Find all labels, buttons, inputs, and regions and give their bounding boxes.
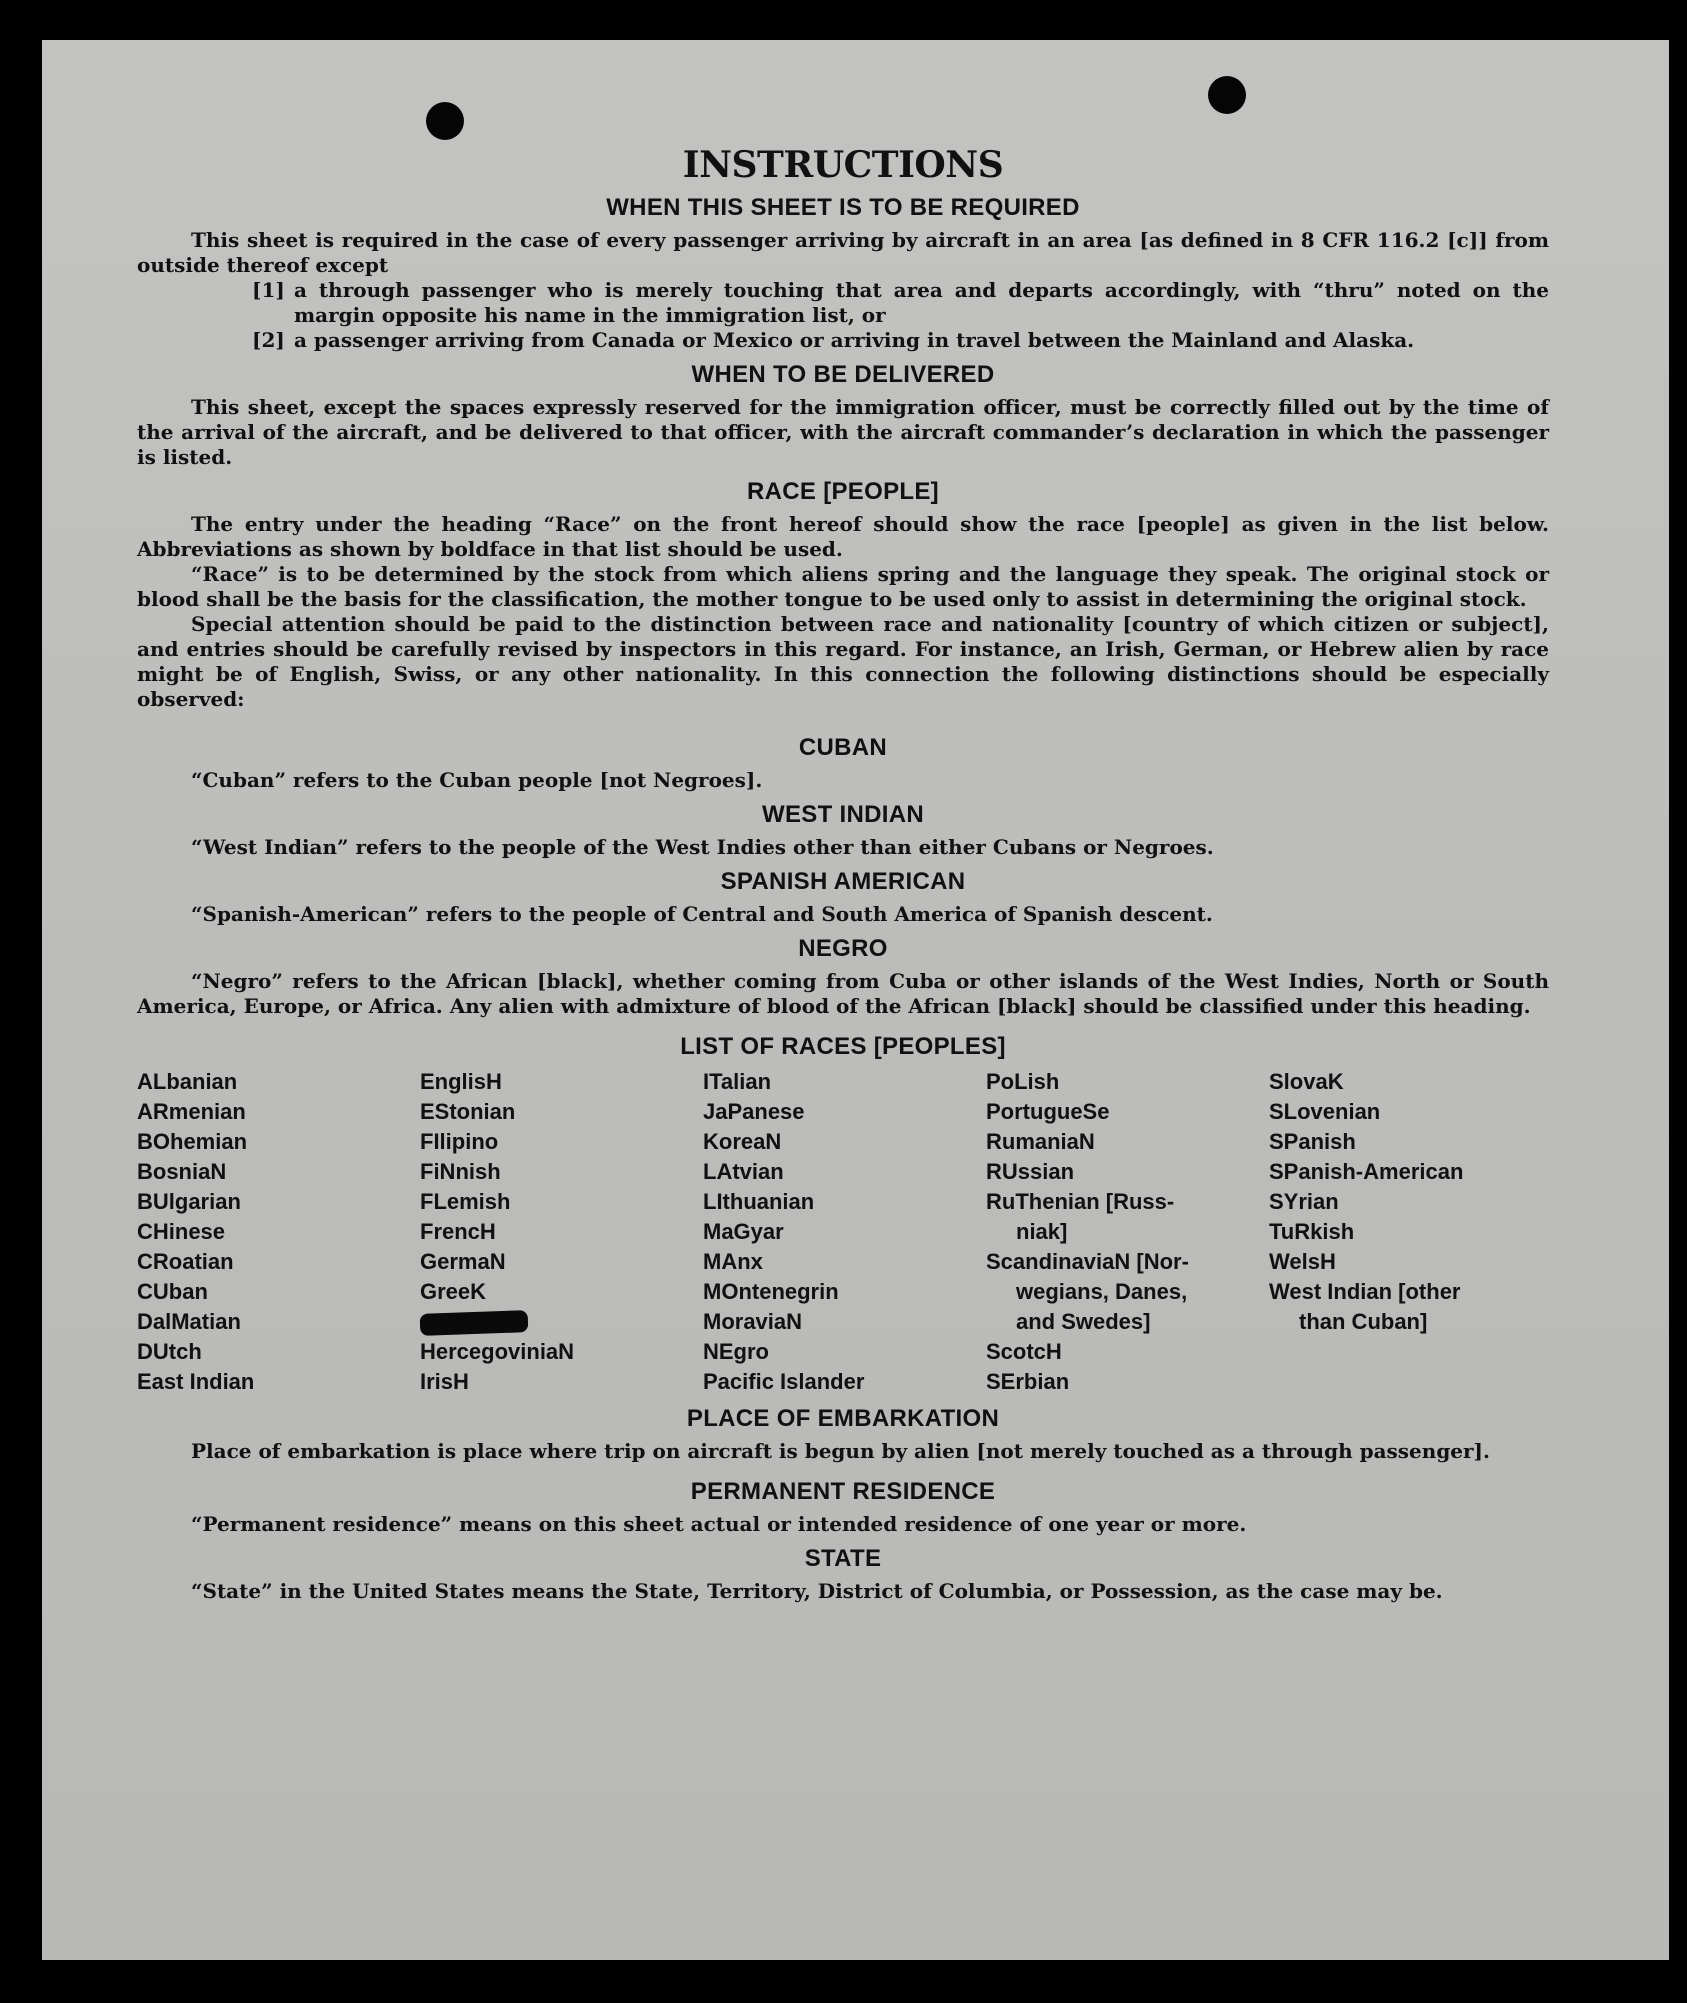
race-entry-continued: wegians, Danes, [1016, 1279, 1188, 1304]
race-entry: FIlipino [420, 1129, 499, 1154]
race-list [137, 1067, 1549, 1397]
punch-hole-left [426, 102, 464, 140]
race-entry: NEgro [703, 1339, 769, 1364]
redaction-mark [420, 1310, 529, 1336]
heading-when-delivered: WHEN TO BE DELIVERED [691, 361, 995, 388]
punch-hole-right [1208, 76, 1246, 114]
race-entry: West Indian [other [1269, 1279, 1461, 1304]
race-entry: KoreaN [703, 1129, 782, 1154]
race-entry: GermaN [420, 1249, 506, 1274]
exception-text: a passenger arriving from Canada or Mexico or arriving in travel between the Mainland and Alaska. [294, 328, 1415, 352]
race-entry-redacted [420, 1307, 703, 1337]
exception-text: a through passenger who is merely touching that area and departs accordingly, with “thru” noted on the margin opposite his name in the immigration list, or [294, 278, 1549, 327]
race-entry: MAnx [703, 1249, 763, 1274]
west-indian-text: “West Indian” refers to the people of the West Indies other than either Cubans or Negroes. [191, 835, 1214, 859]
race-column-3 [703, 1067, 986, 1397]
race-entry: FrencH [420, 1219, 496, 1244]
heading-when-required: WHEN THIS SHEET IS TO BE REQUIRED [606, 194, 1080, 221]
race-entry: MoraviaN [703, 1309, 803, 1334]
page-title: INSTRUCTIONS [682, 144, 1004, 186]
race-entry: JaPanese [703, 1099, 805, 1124]
document-sheet [42, 40, 1669, 1960]
race-entry: CHinese [137, 1219, 226, 1244]
race-entry: GreeK [420, 1279, 487, 1304]
race-entry: East Indian [137, 1369, 255, 1394]
race-entry: ScandinaviaN [Nor- [986, 1249, 1189, 1274]
race-column-1 [137, 1067, 420, 1397]
race-entry: SlovaK [1269, 1069, 1344, 1094]
exception-number: [1] [252, 278, 285, 302]
negro-text: “Negro” refers to the African [black], whether coming from Cuba or other islands of the West Indies, North or South America, Europe, or Africa. Any alien with admixture of blood of the African [black] should be classified under this heading. [137, 969, 1549, 1018]
race-entry: MOntenegrin [703, 1279, 839, 1304]
race-entry: HercegoviniaN [420, 1339, 575, 1364]
heading-permanent-residence: PERMANENT RESIDENCE [690, 1478, 996, 1505]
exception-item-2 [252, 328, 1549, 353]
state-text: “State” in the United States means the State, Territory, District of Columbia, or Possession, as the case may be. [191, 1579, 1443, 1603]
race-entry: PoLish [986, 1069, 1060, 1094]
race-entry: LIthuanian [703, 1189, 815, 1214]
race-entry: BOhemian [137, 1129, 248, 1154]
race-entry: IrisH [420, 1369, 469, 1394]
exception-number: [2] [252, 328, 285, 352]
exception-item-1 [252, 278, 1549, 328]
race-entry: RUssian [986, 1159, 1075, 1184]
place-of-embarkation-text: Place of embarkation is place where trip on aircraft is begun by alien [not merely touched as a through passenger]. [191, 1439, 1490, 1463]
permanent-residence-text: “Permanent residence” means on this sheet actual or intended residence of one year or more. [191, 1512, 1247, 1536]
race-entry: EnglisH [420, 1069, 502, 1094]
spanish-american-text: “Spanish-American” refers to the people of Central and South America of Spanish descent. [191, 902, 1213, 926]
race-column-4 [986, 1067, 1269, 1397]
instructions-content [137, 144, 1549, 1604]
cuban-text: “Cuban” refers to the Cuban people [not Negroes]. [191, 768, 763, 792]
race-column-2 [420, 1067, 703, 1397]
race-entry: FiNnish [420, 1159, 501, 1184]
race-entry: WelsH [1269, 1249, 1336, 1274]
race-column-5 [1269, 1067, 1552, 1397]
race-entry: LAtvian [703, 1159, 784, 1184]
when-delivered-text: This sheet, except the spaces expressly reserved for the immigration officer, must be correctly filled out by the time of the arrival of the aircraft, and be delivered to that officer, with the aircraft commander’s declaration in which the passenger is listed. [137, 395, 1549, 469]
race-entry: SLovenian [1269, 1099, 1381, 1124]
race-entry: CUban [137, 1279, 208, 1304]
race-entry: FLemish [420, 1189, 511, 1214]
heading-list-of-races: LIST OF RACES [PEOPLES] [680, 1033, 1006, 1060]
race-entry: BosniaN [137, 1159, 227, 1184]
race-paragraph: “Race” is to be determined by the stock from which aliens spring and the language they speak. The original stock or blood shall be the basis for the classification, the mother tongue to be used only to assist in determining the original stock. [137, 562, 1549, 611]
race-entry: RuThenian [Russ- [986, 1189, 1175, 1214]
race-entry-continued: than Cuban] [1299, 1309, 1428, 1334]
race-entry: DalMatian [137, 1309, 241, 1334]
race-entry: ITalian [703, 1069, 772, 1094]
race-entry: BUlgarian [137, 1189, 241, 1214]
heading-negro: NEGRO [798, 935, 888, 962]
race-entry: EStonian [420, 1099, 516, 1124]
heading-state: STATE [804, 1545, 882, 1572]
race-entry: MaGyar [703, 1219, 784, 1244]
race-entry: ARmenian [137, 1099, 246, 1124]
race-entry: PortugueSe [986, 1099, 1110, 1124]
race-entry: SPanish [1269, 1129, 1356, 1154]
race-entry-continued: and Swedes] [1016, 1309, 1151, 1334]
race-entry-continued: niak] [1016, 1219, 1068, 1244]
race-entry: DUtch [137, 1339, 202, 1364]
when-required-intro: This sheet is required in the case of every passenger arriving by aircraft in an area [as defined in 8 CFR 116.2 [c]] from outside thereof except [137, 228, 1549, 277]
race-paragraph: Special attention should be paid to the distinction between race and nationality [country of which citizen or subject], and entries should be carefully revised by inspectors in this regard. For instance, an Irish, German, or Hebrew alien by race might be of English, Swiss, or any other nationality. In this connection the following distinctions should be especially observed: [137, 612, 1549, 711]
race-entry: ALbanian [137, 1069, 238, 1094]
race-entry: ScotcH [986, 1339, 1062, 1364]
race-entry: TuRkish [1269, 1219, 1355, 1244]
race-entry: Pacific Islander [703, 1369, 865, 1394]
race-entry: SYrian [1269, 1189, 1339, 1214]
race-entry: CRoatian [137, 1249, 234, 1274]
race-entry: RumaniaN [986, 1129, 1095, 1154]
heading-race: RACE [PEOPLE] [747, 478, 939, 505]
race-entry: SErbian [986, 1369, 1070, 1394]
heading-west-indian: WEST INDIAN [762, 801, 924, 828]
heading-spanish-american: SPANISH AMERICAN [720, 868, 966, 895]
race-paragraph: The entry under the heading “Race” on the front hereof should show the race [people] as given in the list below. Abbreviations as shown by boldface in that list should be used. [137, 512, 1549, 561]
heading-cuban: CUBAN [798, 734, 888, 761]
race-entry: SPanish-American [1269, 1159, 1464, 1184]
heading-place-of-embarkation: PLACE OF EMBARKATION [686, 1405, 1000, 1432]
